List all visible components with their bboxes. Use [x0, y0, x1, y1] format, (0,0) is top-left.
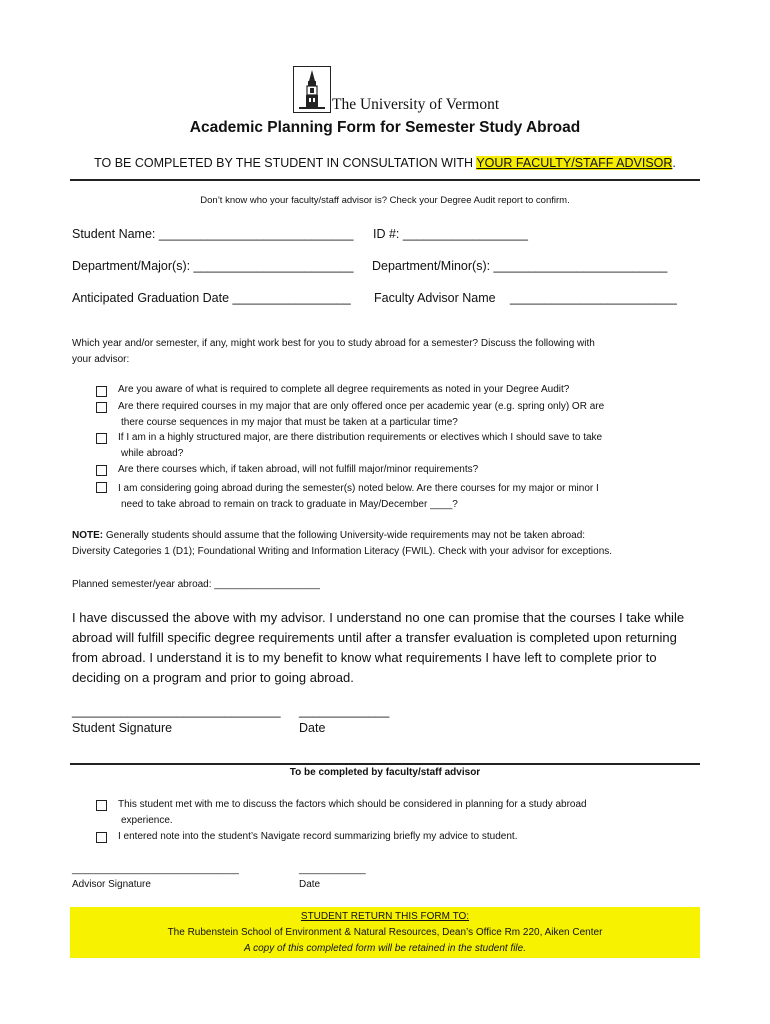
student-signature-line[interactable]: ______________________________ [72, 704, 281, 718]
checklist-item [118, 481, 708, 512]
checklist-item [118, 462, 708, 478]
return-instructions [70, 907, 700, 958]
tower-icon [294, 67, 330, 112]
page-title: Academic Planning Form for Semester Study Abroad [189, 119, 581, 136]
checklist-item-line2: there course sequences in my major that must be taken at a particular time? [121, 416, 458, 428]
advisor-item-line2: experience. [121, 814, 173, 826]
question-intro-line1: Which year and/or semester, if any, might work best for you to study abroad for a semester? Discuss the following with [72, 338, 595, 349]
checkbox-navigate-note[interactable] [96, 832, 107, 843]
advisor-lookup-note: Don’t know who your faculty/staff advisor is? Check your Degree Audit report to confirm. [200, 195, 570, 206]
footer-retention-note: A copy of this completed form will be retained in the student file. [244, 943, 526, 954]
footer-address: The Rubenstein School of Environment & Natural Resources, Dean’s Office Rm 220, Aiken Center [167, 927, 603, 938]
subtitle-highlight: YOUR FACULTY/STAFF ADVISOR [476, 156, 673, 170]
checkbox-met-with-student[interactable] [96, 800, 107, 811]
question-intro [72, 336, 702, 367]
department-major-field[interactable]: Department/Major(s): _______________________ [72, 259, 354, 273]
checkbox-structured-major[interactable] [96, 433, 107, 444]
advisor-date-label: Date [299, 879, 321, 890]
advisor-item-line1: This student met with me to discuss the factors which should be considered in planning for a study abroad [118, 799, 587, 810]
student-name-field[interactable]: Student Name: ____________________________ [72, 227, 354, 241]
student-date-line[interactable]: _____________ [299, 704, 390, 718]
note-line1: Generally students should assume that the following University-wide requirements may not be taken abroad: [103, 530, 586, 541]
subtitle-text: TO BE COMPLETED BY THE STUDENT IN CONSULTATION WITH [94, 156, 477, 170]
subtitle [0, 156, 770, 170]
header-divider [70, 179, 700, 181]
section-divider [70, 763, 700, 765]
checklist-item [118, 399, 708, 430]
note-label: NOTE: [72, 530, 104, 541]
checklist-item-line1: I am considering going abroad during the semester(s) noted below. Are there courses for my major or minor I [118, 483, 599, 494]
advisor-checklist-item [118, 797, 708, 828]
checklist-item [118, 430, 708, 461]
checkbox-required-courses[interactable] [96, 402, 107, 413]
question-intro-line2: your advisor: [72, 353, 130, 365]
subtitle-end: . [672, 156, 676, 170]
checklist-item-line1: Are there courses which, if taken abroad, will not fulfill major/minor requirements? [118, 464, 479, 475]
advisor-item-line1: I entered note into the student’s Navigate record summarizing briefly my advice to student. [118, 831, 518, 842]
checklist-item-line2: need to take abroad to remain on track to graduate in May/December ____? [121, 498, 458, 510]
department-minor-field[interactable]: Department/Minor(s): _________________________ [372, 259, 668, 273]
graduation-date-field[interactable]: Anticipated Graduation Date _________________ [72, 291, 351, 305]
checkbox-courses-abroad[interactable] [96, 465, 107, 476]
acknowledgement-statement [72, 608, 712, 688]
advisor-signature-label: Advisor Signature [72, 879, 151, 890]
footer-heading: STUDENT RETURN THIS FORM TO: [300, 911, 470, 922]
statement-line2: abroad will fulfill specific degree requirements until after a transfer evaluation is completed upon returning [72, 630, 677, 645]
checklist-item [118, 382, 708, 398]
statement-line4: deciding on a program and prior to going abroad. [72, 670, 354, 685]
checklist-item-line2: while abroad? [121, 447, 184, 459]
uvm-logo [293, 66, 331, 113]
advisor-signature-line[interactable]: ______________________________ [72, 864, 239, 875]
advisor-section-heading: To be completed by faculty/staff advisor [289, 767, 481, 778]
statement-line3: from abroad. I understand it is to my benefit to know what requirements I have left to complete prior to [72, 650, 657, 665]
checklist-item-line1: If I am in a highly structured major, are there distribution requirements or electives which I should save to take [118, 432, 603, 443]
id-field[interactable]: ID #: __________________ [373, 227, 529, 241]
planned-semester-field[interactable]: Planned semester/year abroad: ___________________ [72, 579, 320, 590]
note-line2: Diversity Categories 1 (D1); Foundational Writing and Information Literacy (FWIL). Check with your advisor for exceptions. [72, 545, 613, 557]
checklist-item-line1: Are you aware of what is required to complete all degree requirements as noted in your Degree Audit? [118, 384, 570, 395]
advisor-date-line[interactable]: ____________ [299, 864, 366, 875]
note-block [72, 528, 712, 559]
checklist-item-line1: Are there required courses in my major that are only offered once per academic year (e.g. spring only) OR are [118, 401, 605, 412]
student-signature-label: Student Signature [72, 721, 173, 735]
checkbox-degree-audit[interactable] [96, 386, 107, 397]
faculty-advisor-field[interactable]: ________________________ [510, 291, 677, 305]
logo-text: The University of Vermont [332, 96, 500, 113]
faculty-advisor-label: Faculty Advisor Name [374, 291, 496, 305]
statement-line1: I have discussed the above with my advisor. I understand no one can promise that the courses I take while [72, 610, 685, 625]
student-date-label: Date [299, 721, 326, 735]
advisor-checklist-item [118, 829, 708, 845]
checkbox-considering-abroad[interactable] [96, 482, 107, 493]
